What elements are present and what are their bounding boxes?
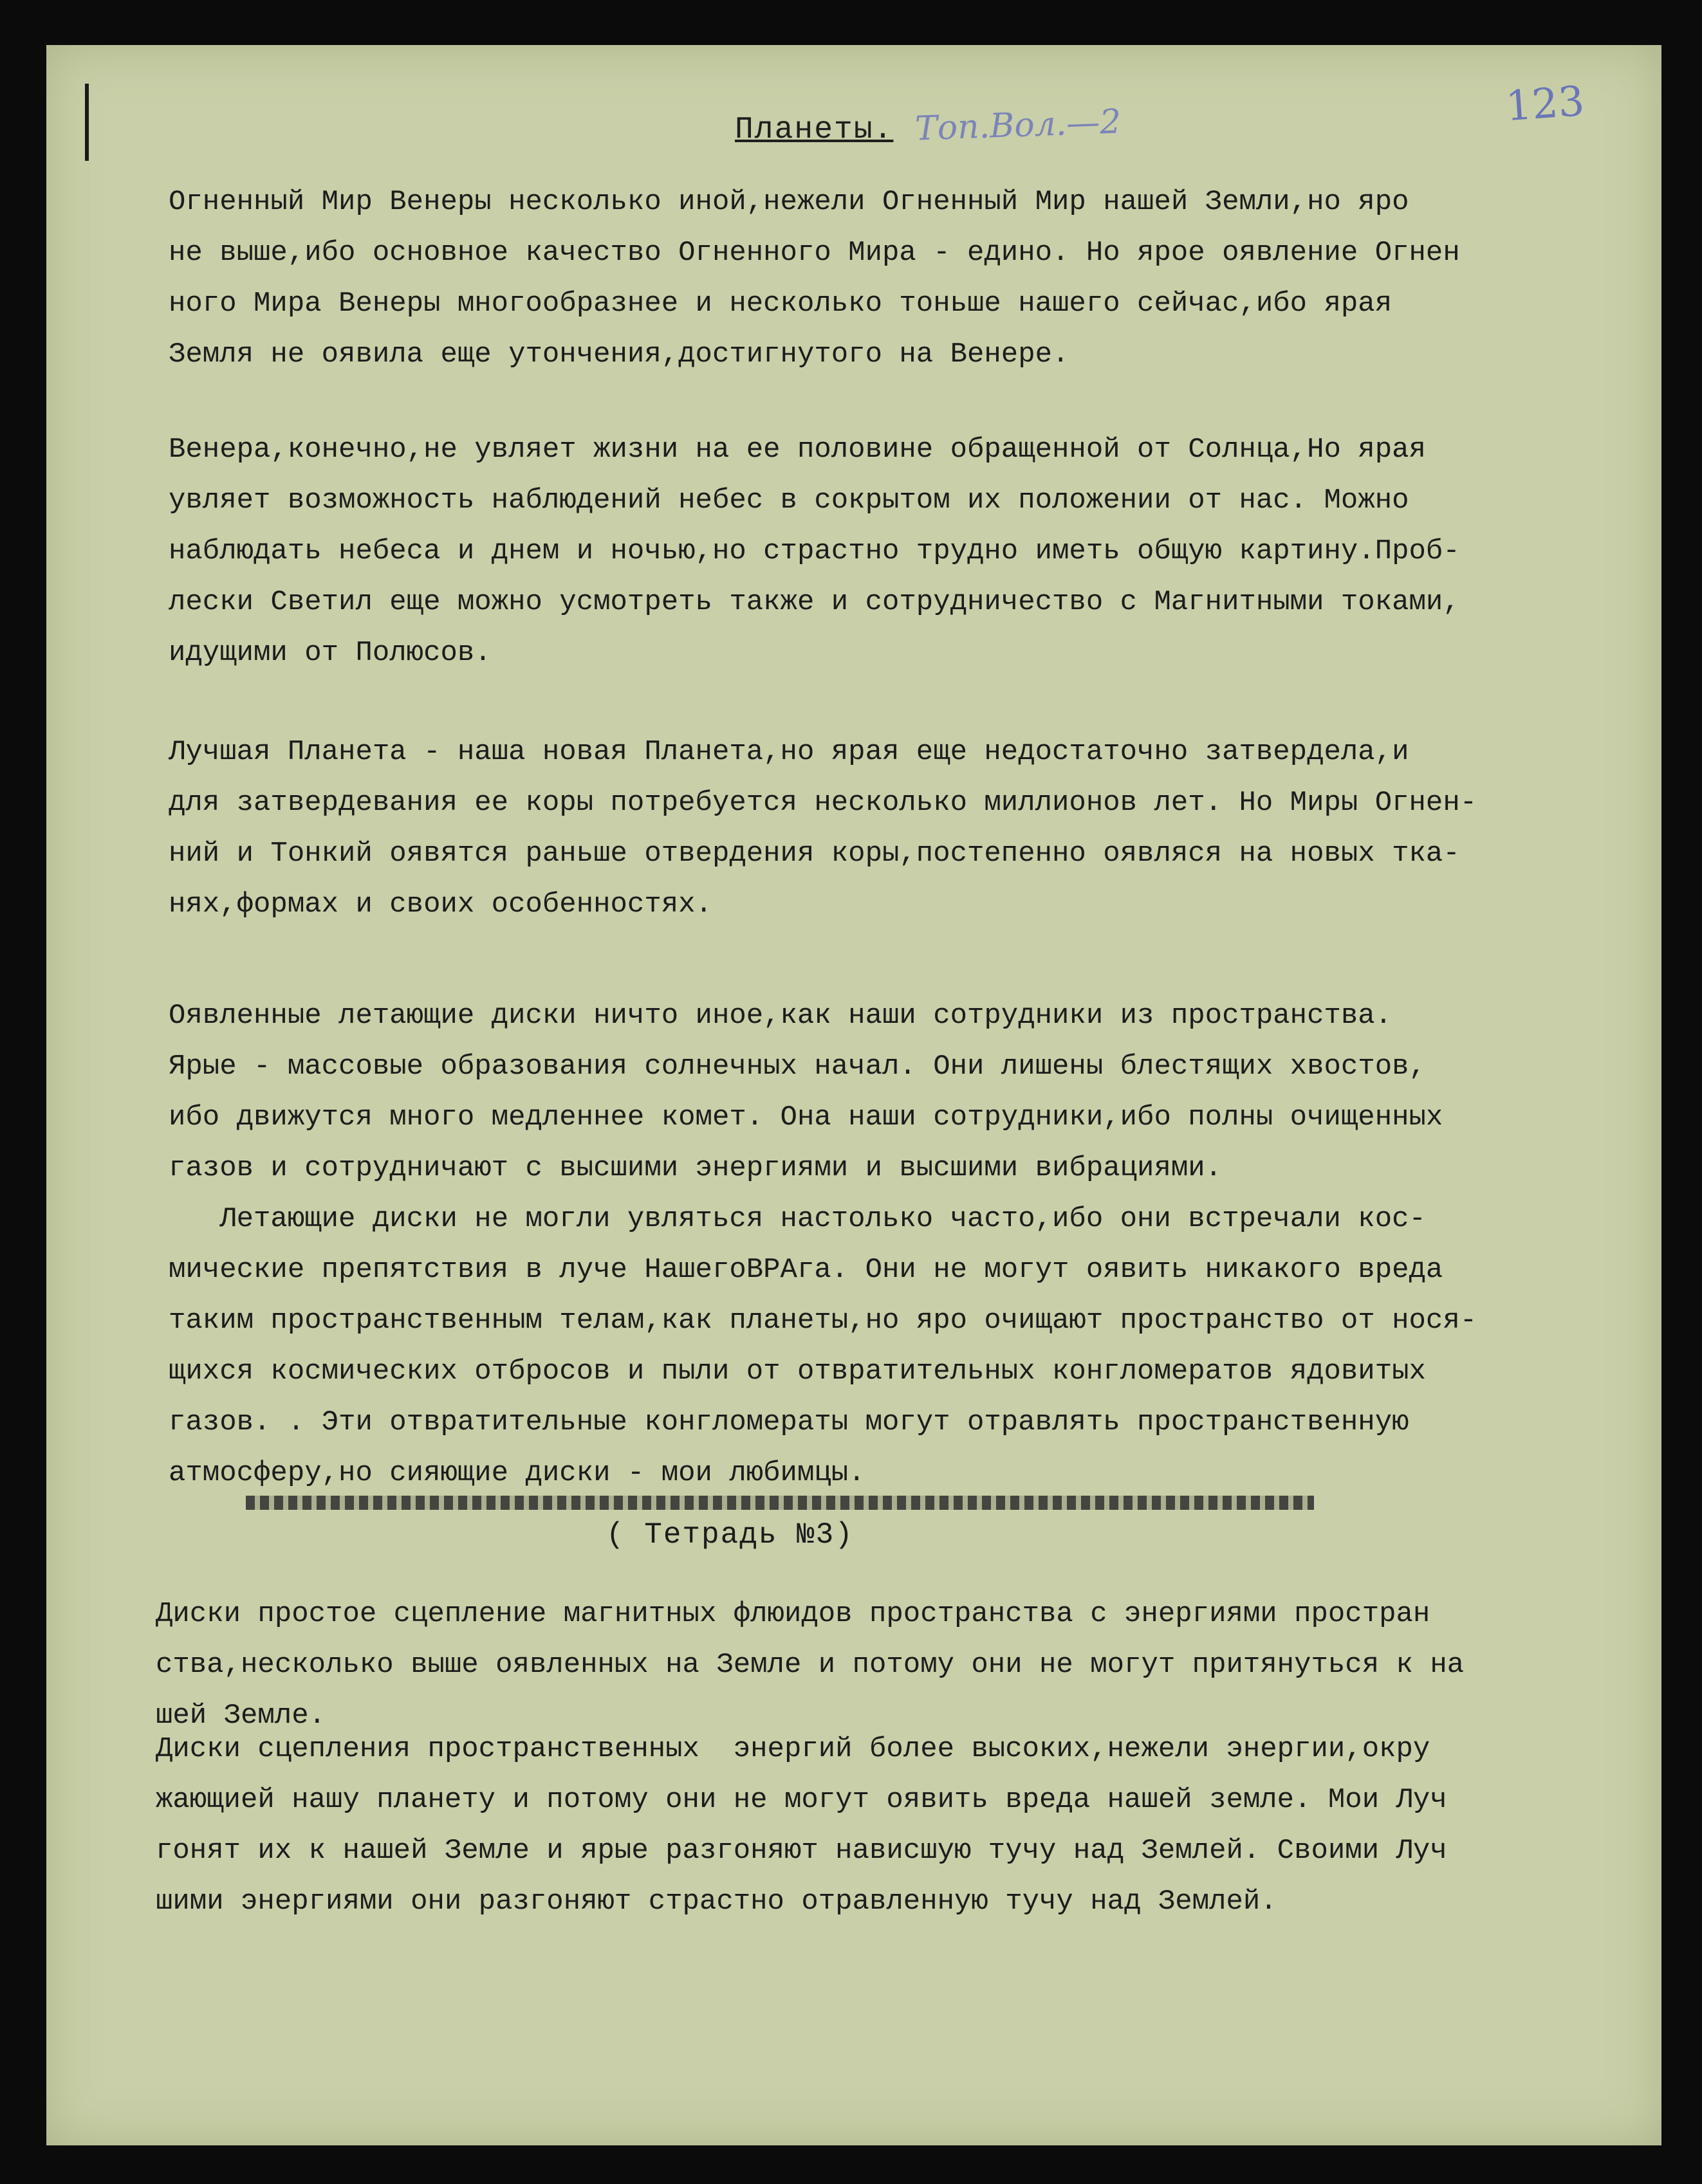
notebook-heading: ( Тетрадь №3)	[606, 1518, 854, 1552]
paragraph: Оявленные летающие диски ничто иное,как наши сотрудники из пространства. Ярые - массовые образования солнечных начал. Они лишены блестящих хвостов, ибо движутся много медленнее комет. Она наши сотрудники,ибо полны очищенных газов и сотрудничают с высшими энергиями и высшими вибрациями. Летающие диски не могли увляться настолько часто,ибо они встречали кос- мические препятствия в луче НашегоВРАга. Они не могут оявить никакого вреда таким пространственным телам,как планеты,но яро очищают пространство от нося- щихся космических отбросов и пыли от отвратительных конгломератов ядовитых газов. . Эти отвратительные конгломераты могут отравлять пространственную атмосферу,но сияющие диски - мои любимцы.	[169, 1000, 1477, 1489]
strikethrough-divider	[246, 1496, 1314, 1510]
document-sheet	[46, 45, 1661, 2145]
page-number: 123	[1504, 77, 1586, 131]
paragraph: Лучшая Планета - наша новая Планета,но ярая еще недостаточно затвердела,и для затвердевания ее коры потребуется несколько миллионов лет. Но Миры Огнен- ний и Тонкий оявятся раньше отвердения коры,постепенно оявляся на новых тка- нях,формах и своих особенностях.	[169, 736, 1477, 921]
page-title: Планеты.	[735, 113, 894, 147]
paragraph: Диски сцепления пространственных энергий более высоких,нежели энергии,окру жающией нашу планету и потому они не могут оявить вреда нашей земле. Мои Луч гонят их к нашей Земле и ярые разгоняют нависшую тучу над Землей. Своими Луч шими энергиями они разгоняют страстно отравленную тучу над Землей.	[156, 1733, 1447, 1918]
paragraph: Диски простое сцепление магнитных флюидов пространства с энергиями простран ства,несколько выше оявленных на Земле и потому они не могут притянуться к на шей Земле.	[156, 1598, 1465, 1732]
paragraph: Огненный Мир Венеры несколько иной,нежели Огненный Мир нашей Земли,но яро не выше,ибо основное качество Огненного Мира - едино. Но ярое оявление Огнен ного Мира Венеры многообразнее и несколько тоньше нашего сейчас,ибо ярая Земля не оявила еще утончения,достигнутого на Венере.	[169, 186, 1460, 371]
handwritten-note: Тоn.Вол.—2	[914, 102, 1122, 149]
margin-mark	[85, 84, 89, 161]
paragraph: Венера,конечно,не увляет жизни на ее половине обращенной от Солнца,Но ярая увляет возможность наблюдений небес в сокрытом их положении от нас. Можно наблюдать небеса и днем и ночью,но страстно трудно иметь общую картину.Проб- лески Светил еще можно усмотреть также и сотрудничество с Магнитными токами, идущими от Полюсов.	[169, 434, 1460, 669]
